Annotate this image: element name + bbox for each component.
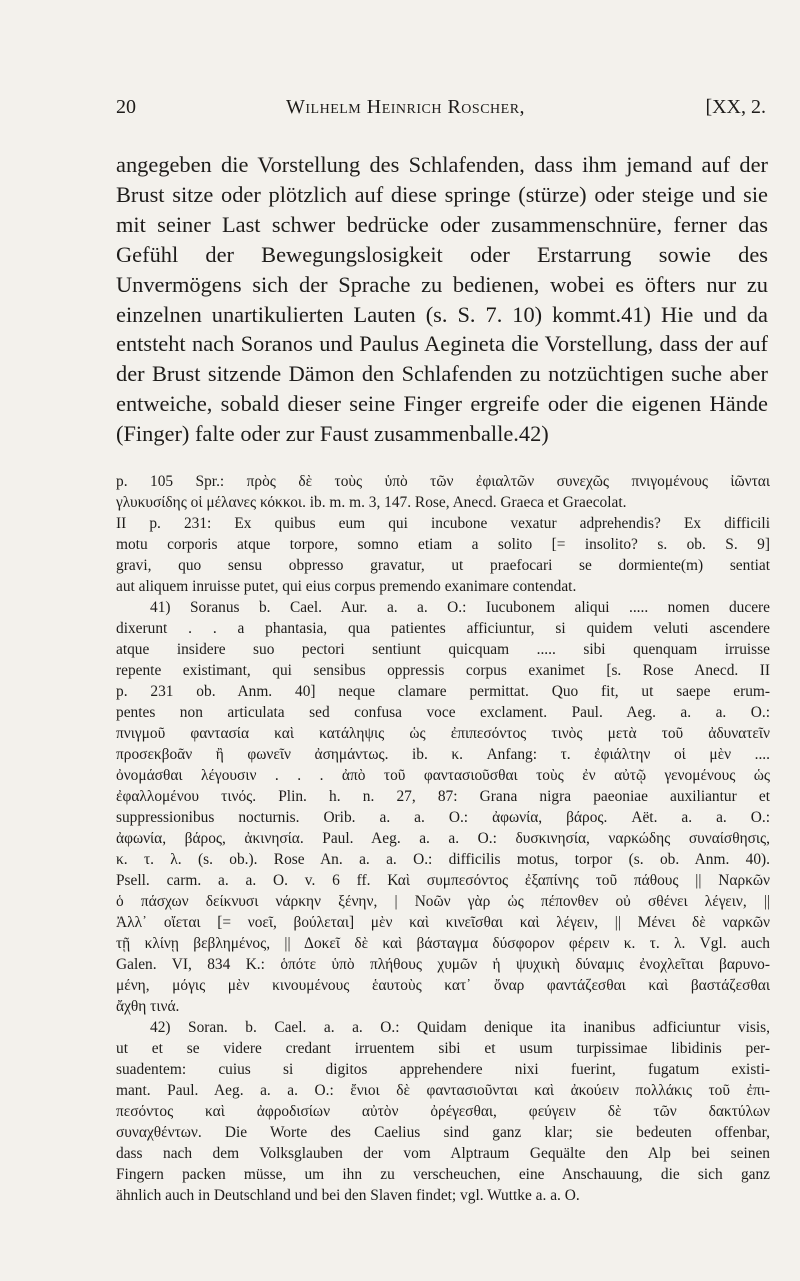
footnote-line: τῇ κλίνῃ βεβλημένος, || Δοκεῖ δὲ καὶ βάσταγμα δύσφορον φέρειν κ. τ. λ. Vgl. auch <box>116 935 770 952</box>
footnote-line: Galen. VI, 834 K.: ὁπότε ὑπὸ πλήθους χυμῶν ἡ ψυχικὴ δύναμις ἐνοχλεῖται βαρυνο- <box>116 956 770 973</box>
running-header <box>116 96 766 122</box>
footnote-line: dass nach dem Volksglauben der vom Alptraum Gequälte den Alp bei seinen <box>116 1145 770 1162</box>
footnote-line: motu corporis atque torpore, somno etiam a solito [= insolito? s. ob. S. 9] <box>116 536 770 553</box>
footnote-line: ἀφωνία, βάρος, ἀκινησία. Paul. Aeg. a. a. O.: δυσκινησία, ναρκώδης συναίσθησις, <box>116 830 770 847</box>
footnote-line: p. 105 Spr.: πρὸς δὲ τοὺς ὑπὸ τῶν ἐφιαλτῶν συνεχῶς πνιγομένους ἰῶνται <box>116 473 770 490</box>
footnote-line: suppressionibus nocturnis. Orib. a. a. O.: ἀφωνία, βάρος. Aët. a. a. O.: <box>116 809 770 826</box>
footnote-line: Fingern packen müsse, um ihn zu verscheuchen, eine Anschauung, die sich ganz <box>116 1166 770 1183</box>
footnote-line: gravi, quo sensu obpresso gravatur, ut praefocari se dormiente(m) sentiat <box>116 557 770 574</box>
footnote-line: ἄχθη τινά. <box>116 998 180 1015</box>
page-number: 20 <box>116 96 136 118</box>
section-marker: [XX, 2. <box>705 96 766 118</box>
footnote-line: repente existimant, qui sensibus oppressis corpus exanimet [s. Rose Anecd. II <box>116 662 770 679</box>
footnotes-block <box>116 471 770 1206</box>
footnote-line: dixerunt . . a phantasia, qua patientes afficiuntur, si quidem veluti ascendere <box>116 620 770 637</box>
footnote-line: Psell. carm. a. a. O. v. 6 ff. Καὶ συμπεσόντος ἐξαπίνης τοῦ πάθους || Ναρκῶν <box>116 872 770 889</box>
footnote-line: suadentem: cuius si digitos apprehendere nixi fuerint, fugatum existi- <box>116 1061 770 1078</box>
footnote-line: II p. 231: Ex quibus eum qui incubone vexatur adprehendis? Ex difficili <box>116 515 770 532</box>
footnote-line: κ. τ. λ. (s. ob.). Rose An. a. a. O.: difficilis motus, torpor (s. ob. Anm. 40). <box>116 851 770 868</box>
footnote-line: ἐφαλλομένου τινός. Plin. h. n. 27, 87: Grana nigra paeoniae auxiliantur et <box>116 788 770 805</box>
footnote-line: ut et se videre credant irruentem sibi et usum turpissimae libidinis per- <box>116 1040 770 1057</box>
footnote-line: συναχθέντων. Die Worte des Caelius sind ganz klar; sie bedeuten offenbar, <box>116 1124 770 1141</box>
footnote-line: 42) Soran. b. Cael. a. a. O.: Quidam denique ita inanibus adficiuntur visis, <box>150 1019 770 1036</box>
footnote-line: mant. Paul. Aeg. a. a. O.: ἔνιοι δὲ φαντασιοῦνται καὶ ἀκούειν πολλάκις τοῦ ἐπι- <box>116 1082 770 1099</box>
footnote-line: ὁ πάσχων δείκνυσι νάρκην ξένην, | Νοῶν γὰρ ὡς πέπονθεν οὐ σθένει λέγειν, || <box>116 893 770 910</box>
footnote-line: p. 231 ob. Anm. 40] neque clamare permittat. Quo fit, ut saepe erum- <box>116 683 770 700</box>
main-text-block <box>116 150 768 449</box>
footnote-line: πεσόντος καὶ ἀφροδισίων αὐτὸν ὀρέγεσθαι, φεύγειν δὲ τῶν δακτύλων <box>116 1103 770 1120</box>
footnote-line: ὀνομάσθαι λέγουσιν . . . ἀπὸ τοῦ φαντασιοῦσθαι τοὺς ἐν αὐτῷ γενομένους ὡς <box>116 767 770 784</box>
footnote-line: atque insidere suo pectori sentiunt quicquam ..... sibi quenquam irruisse <box>116 641 770 658</box>
running-title: Wilhelm Heinrich Roscher, <box>286 96 526 118</box>
footnote-line: γλυκυσίδης οἱ μέλανες κόκκοι. ib. m. m. 3, 147. Rose, Anecd. Graeca et Graecolat. <box>116 494 627 511</box>
footnote-line: πνιγμοῦ φαντασία καὶ κατάληψις ὡς ἐπιπεσόντος τινὸς μετὰ τοῦ ἀδυνατεῖν <box>116 725 770 742</box>
footnote-line: pentes non articulata sed confusa voce exclament. Paul. Aeg. a. a. O.: <box>116 704 770 721</box>
footnote-line: ähnlich auch in Deutschland und bei den Slaven findet; vgl. Wuttke a. a. O. <box>116 1187 580 1204</box>
footnote-line: μένη, μόγις μὲν κινουμένους ἑαυτοὺς κατ᾽ ὄναρ φαντάζεσθαι καὶ βαστάζεσθαι <box>116 977 770 994</box>
body-paragraph: angegeben die Vorstellung des Schlafenden, dass ihm jemand auf der Brust sitze oder plötzlich auf diese springe (stürze) oder steige und sie mit seiner Last schwer bedrücke oder zusammenschnüre, ferner das Gefühl der Bewegungslosigkeit oder Erstarrung sowie des Unvermögens sich der Sprache zu bedienen, wobei es öfters nur zu einzelnen unartikulierten Lauten (s. S. 7. 10) kommt.41) Hie und da entsteht nach Soranos und Paulus Aegineta die Vorstellung, dass der auf der Brust sitzende Dämon den Schlafenden zu notzüchtigen suche aber entweiche, sobald dieser seine Finger ergreife oder die eigenen Hände (Finger) falte oder zur Faust zusammenballe.42) <box>116 152 768 447</box>
footnote-line: Ἀλλ᾽ οἴεται [= νοεῖ, βούλεται] μὲν καὶ κινεῖσθαι καὶ λέγειν, || Μένει δὲ ναρκῶν <box>116 914 770 931</box>
footnote-line: aut aliquem inruisse putet, qui eius corpus premendo exanimare contendat. <box>116 578 577 595</box>
footnote-line: προσεκβοᾶν ἢ φωνεῖν ἀσημάντως. ib. κ. Anfang: τ. ἐφιάλτην οἱ μὲν .... <box>116 746 770 763</box>
footnote-line: 41) Soranus b. Cael. Aur. a. a. O.: Iucubonem aliqui ..... nomen ducere <box>150 599 770 616</box>
